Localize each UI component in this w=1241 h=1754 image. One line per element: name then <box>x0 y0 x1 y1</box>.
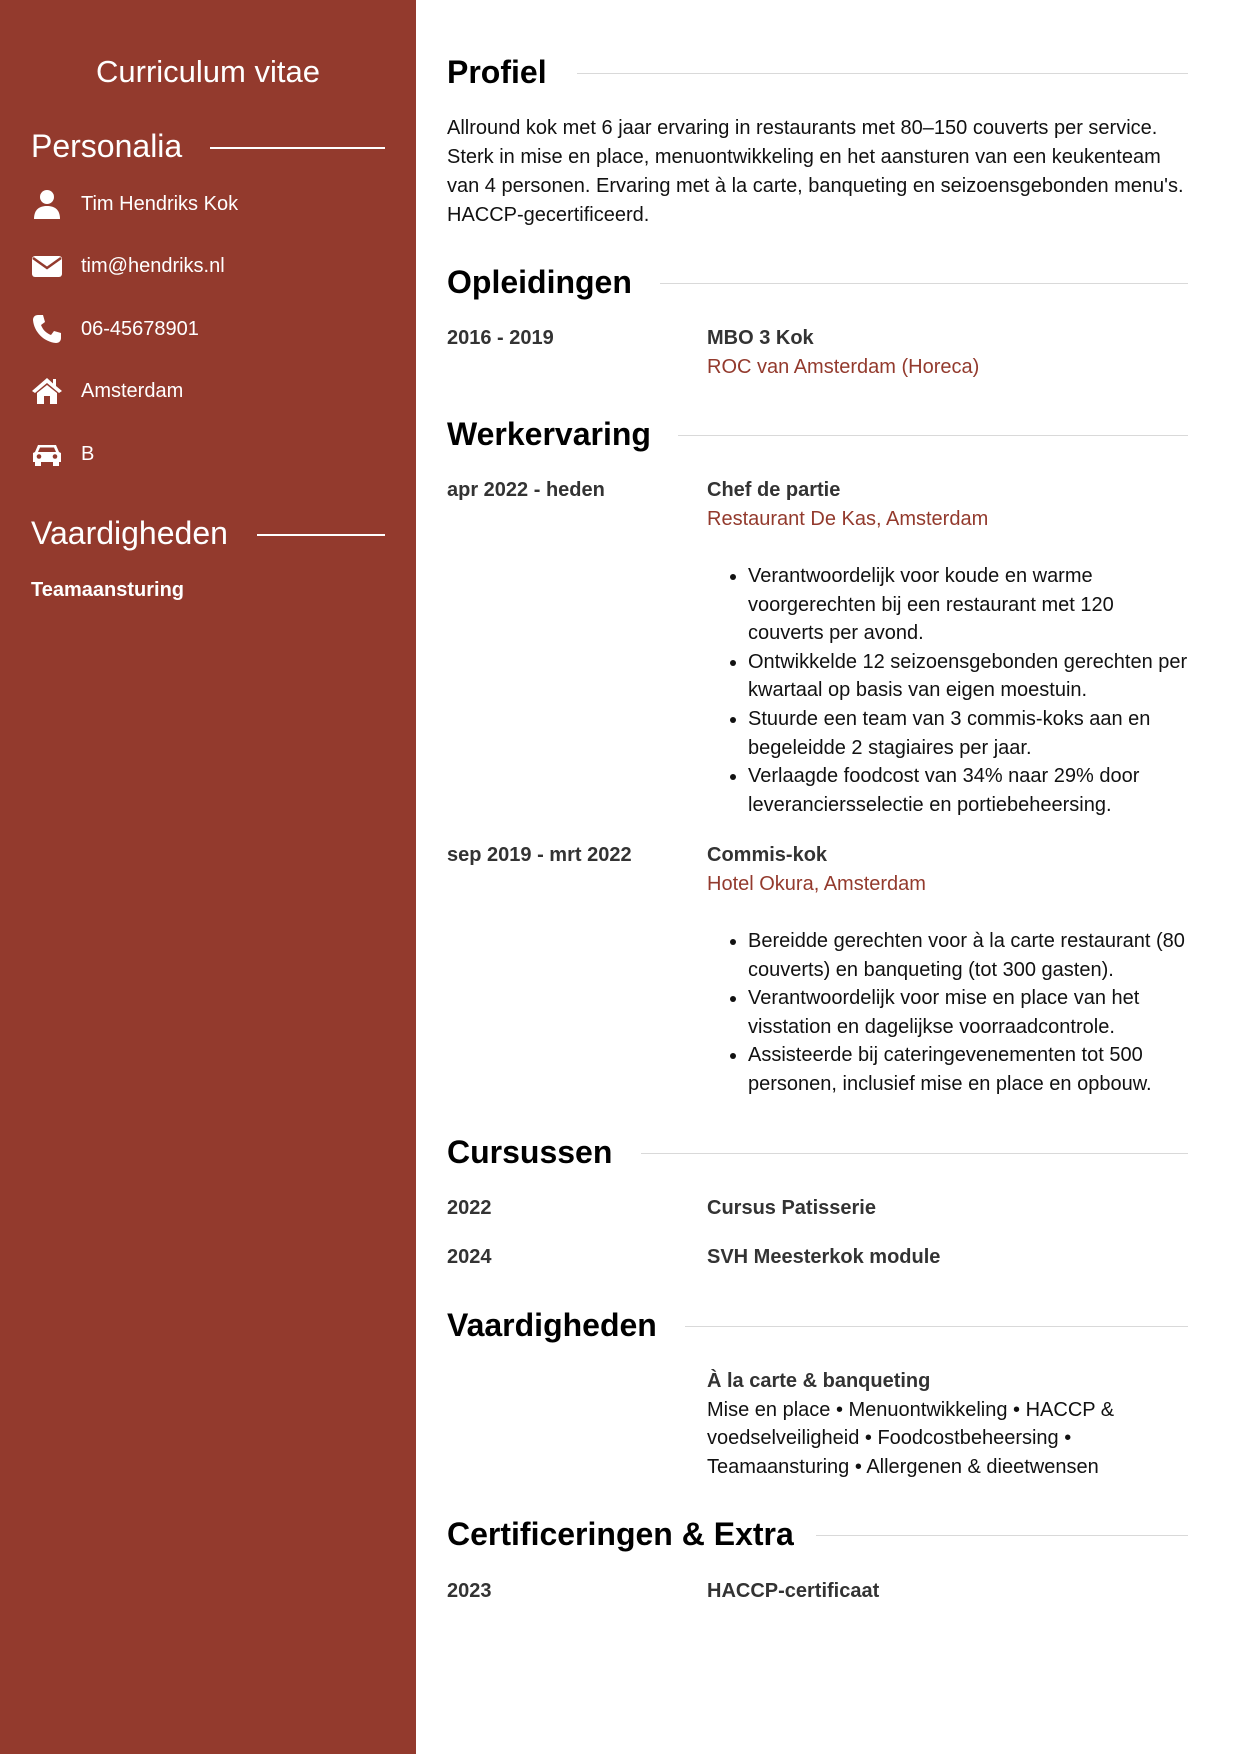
contact-email <box>31 248 391 288</box>
contact-name <box>31 186 391 226</box>
sidebar <box>0 0 416 1754</box>
course-title: Cursus Patisserie <box>707 1197 876 1219</box>
contact-city <box>31 373 391 413</box>
contact-phone-text: 06-45678901 <box>81 318 199 340</box>
skills-title: À la carte & banqueting <box>707 1370 931 1392</box>
section-divider <box>641 1153 1188 1154</box>
job-employer: Hotel Okura, Amsterdam <box>707 873 926 895</box>
course-entry <box>707 1194 1188 1223</box>
section-divider <box>660 283 1188 284</box>
job-bullet: • Stuurde een team van 3 commis-koks aan en begeleidde 2 stagiaires per jaar. <box>748 705 1188 762</box>
job-period: apr 2022 - heden <box>447 479 605 501</box>
sidebar-skills-heading: Vaardigheden <box>31 515 228 551</box>
job-bullet: • Verantwoordelijk voor mise en place van het visstation en dagelijkse voorraadcontrole. <box>748 984 1188 1041</box>
car-icon <box>31 438 63 470</box>
job-title: Commis-kok <box>707 844 828 866</box>
sidebar-skill-item: Teamaansturing <box>31 579 184 601</box>
skills-section-header <box>447 1304 1188 1346</box>
sidebar-skills-section-header <box>31 513 385 553</box>
courses-heading: Cursussen <box>447 1134 613 1170</box>
contact-name-text: Tim Hendriks Kok <box>81 193 239 215</box>
job-bullet: • Bereidde gerechten voor à la carte restaurant (80 couverts) en banqueting (tot 300 gasten). <box>748 927 1188 984</box>
education-school: ROC van Amsterdam (Horeca) <box>707 356 980 378</box>
cv-title: Curriculum vitae <box>96 54 320 89</box>
certification-year: 2023 <box>447 1580 492 1602</box>
education-entry <box>707 324 1188 382</box>
phone-icon <box>31 313 63 345</box>
certifications-heading: Certificeringen & Extra <box>447 1516 794 1552</box>
skills-list: Mise en place • Menuontwikkeling • HACCP & voedselveiligheid • Foodcostbeheersing • Teamaansturing • Allergenen & dieetwensen <box>707 1398 1115 1478</box>
courses-section-header <box>447 1131 1188 1173</box>
job-employer: Restaurant De Kas, Amsterdam <box>707 508 989 530</box>
personalia-section-header <box>31 126 385 166</box>
profile-text: Allround kok met 6 jaar ervaring in restaurants met 80–150 couverts per service. Sterk in mise en place, menuontwikkeling en het aansturen van een keukenteam van 4 personen. Ervaring met à la carte, banqueting en seizoensgebonden menu's. HACCP-gecertificeerd. <box>447 117 1184 226</box>
profile-section-header <box>447 51 1188 93</box>
course-year: 2022 <box>447 1197 492 1219</box>
home-icon <box>31 375 63 407</box>
contact-license-text: B <box>81 443 95 465</box>
profile-heading: Profiel <box>447 54 547 90</box>
job-title: Chef de partie <box>707 479 841 501</box>
education-title: MBO 3 Kok <box>707 327 814 349</box>
job-bullet: • Assisteerde bij cateringevenementen tot 500 personen, inclusief mise en place en opbouw. <box>748 1041 1188 1098</box>
job-bullet: • Verantwoordelijk voor koude en warme voorgerechten bij een restaurant met 120 couverts per avond. <box>748 562 1188 648</box>
section-divider <box>816 1535 1188 1536</box>
course-title: SVH Meesterkok module <box>707 1246 941 1268</box>
envelope-icon <box>31 250 63 282</box>
skills-heading: Vaardigheden <box>447 1307 657 1343</box>
person-icon <box>31 188 63 220</box>
job-bullet: • Ontwikkelde 12 seizoensgebonden gerechten per kwartaal op basis van eigen moestuin. <box>748 648 1188 705</box>
contact-license <box>31 436 391 476</box>
contact-city-text: Amsterdam <box>81 380 184 402</box>
section-divider <box>678 435 1188 436</box>
education-heading: Opleidingen <box>447 264 632 300</box>
experience-section-header <box>447 413 1188 455</box>
job-bullets <box>707 927 1188 1099</box>
contact-phone <box>31 311 391 351</box>
personalia-heading: Personalia <box>31 128 183 164</box>
certification-entry <box>707 1577 1188 1606</box>
job-period: sep 2019 - mrt 2022 <box>447 844 632 866</box>
section-divider <box>257 534 385 536</box>
job-bullet: • Verlaagde foodcost van 34% naar 29% door leveranciersselectie en portiebeheersing. <box>748 762 1188 819</box>
course-entry <box>707 1243 1188 1272</box>
section-divider <box>210 147 385 149</box>
contact-email-text: tim@hendriks.nl <box>81 255 225 277</box>
course-year: 2024 <box>447 1246 492 1268</box>
job-entry <box>707 841 1188 1099</box>
certifications-section-header <box>447 1513 1188 1555</box>
job-entry <box>707 476 1188 819</box>
education-period: 2016 - 2019 <box>447 327 554 349</box>
section-divider <box>685 1326 1188 1327</box>
certification-title: HACCP-certificaat <box>707 1580 880 1602</box>
education-section-header <box>447 261 1188 303</box>
section-divider <box>577 73 1188 74</box>
experience-heading: Werkervaring <box>447 416 651 452</box>
skills-block <box>707 1367 1177 1481</box>
job-bullets <box>707 562 1188 819</box>
